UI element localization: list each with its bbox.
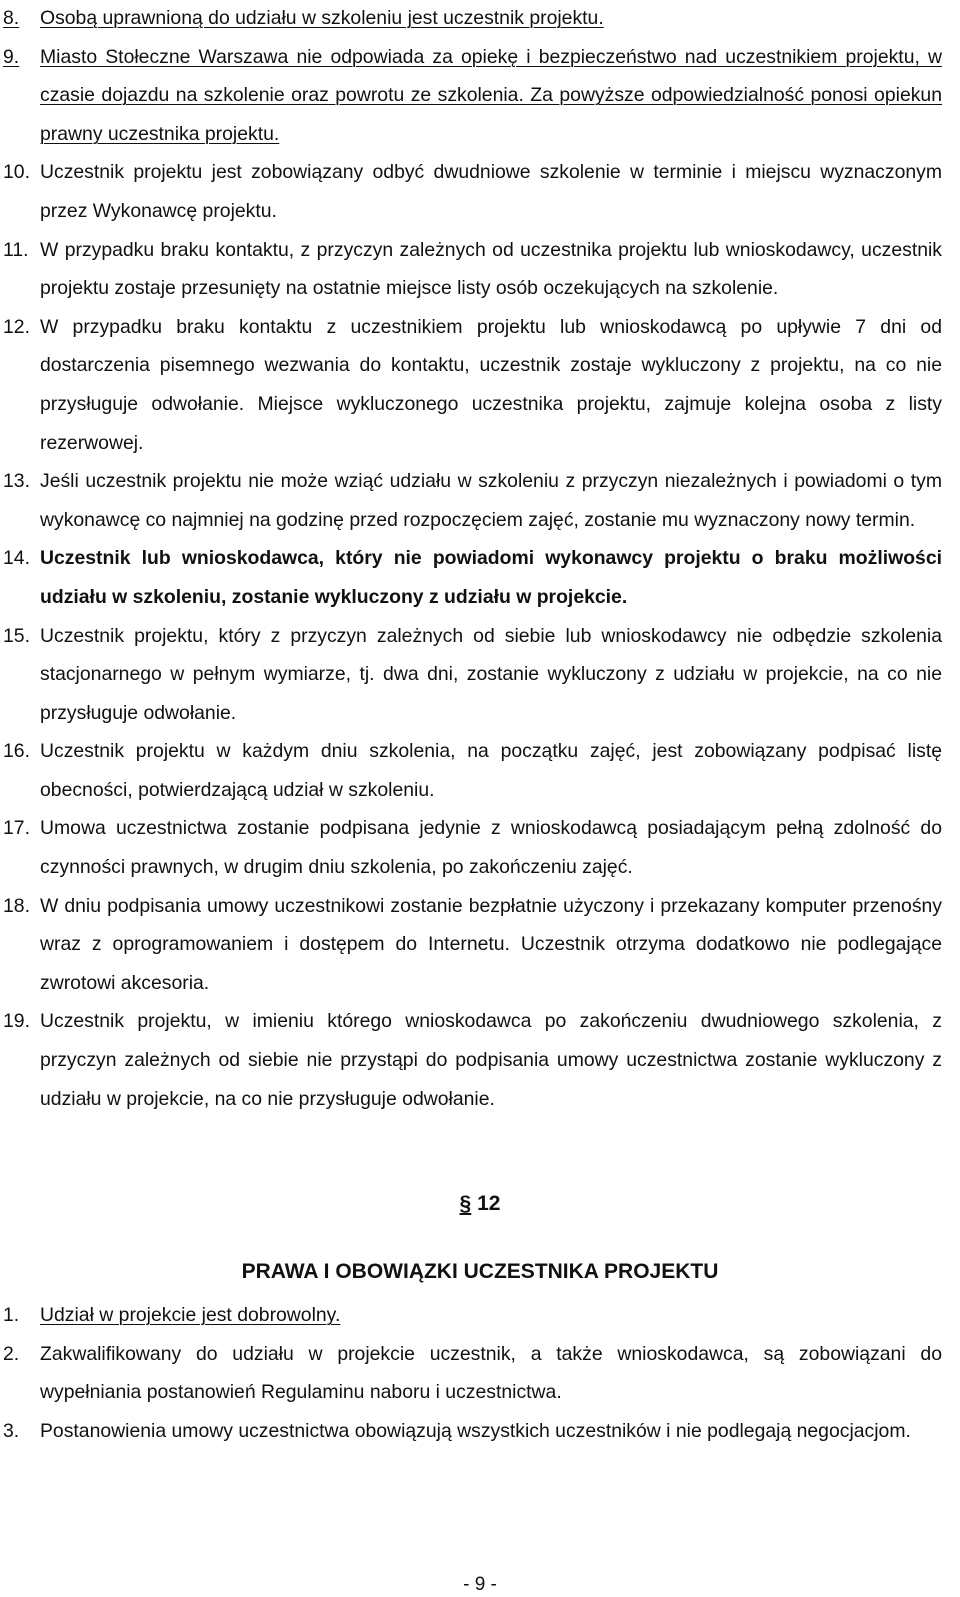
item-text: Uczestnik projektu, w imieniu którego wnioskodawca po zakończeniu dwudniowego szkolenia, z przyczyn zależnych od siebie nie przystąpi do podpisania umowy uczestnictwa zostanie wykluczony z udziału w projekcie, na co nie przysługuje odwołanie. [40, 1010, 942, 1110]
list-item [0, 539, 960, 616]
item-text: Umowa uczestnictwa zostanie podpisana jedynie z wnioskodawcą posiadającym pełną zdolność do czynności prawnych, w drugim dniu szkolenia, po zakończeniu zajęć. [40, 817, 942, 879]
item-text: Uczestnik projektu w każdym dniu szkolenia, na początku zajęć, jest zobowiązany podpisać listę obecności, potwierdzającą udział w szkoleniu. [40, 740, 942, 801]
item-number: 18. [3, 894, 30, 917]
section-title: PRAWA I OBOWIĄZKI UCZESTNIKA PROJEKTU [241, 1260, 719, 1283]
item-text: Uczestnik projektu, który z przyczyn zależnych od siebie lub wnioskodawcy nie odbędzie szkolenia stacjonarnego w pełnym wymiarze, tj. dwa dni, zostanie wykluczony z udziału w projekcie, na co nie przysługuje odwołanie. [40, 624, 942, 724]
item-text: W przypadku braku kontaktu z uczestnikiem projektu lub wnioskodawcą po upływie 7 dni od dostarczenia pisemnego wezwania do kontaktu, uczestnik zostaje wykluczony z projektu, na co nie przysługuje odwołanie. Miejsce wykluczonego uczestnika projektu, zajmuje kolejna osoba z listy rezerwowej. [40, 315, 942, 454]
item-text: Udział w projekcie jest dobrowolny. [40, 1304, 341, 1326]
item-number: 9. [3, 45, 20, 68]
section-number-value: 12 [477, 1192, 501, 1215]
item-text: Zakwalifikowany do udziału w projekcie uczestnik, a także wnioskodawca, są zobowiązani do wypełniania postanowień Regulaminu naboru i uczestnictwa. [40, 1342, 942, 1404]
list-item [0, 1412, 960, 1451]
section-number [0, 1188, 960, 1220]
item-number: 15. [3, 624, 30, 647]
item-number: 16. [3, 740, 30, 763]
item-text: Miasto Stołeczne Warszawa nie odpowiada za opiekę i bezpieczeństwo nad uczestnikiem projektu, w czasie dojazdu na szkolenie oraz powrotu ze szkolenia. Za powyższe odpowiedzialność ponosi opiekun prawny uczestnika projektu. [40, 45, 942, 145]
item-number: 12. [3, 315, 30, 338]
item-text: W dniu podpisania umowy uczestnikowi zostanie bezpłatnie użyczony i przekazany komputer przenośny wraz z oprogramowaniem i dostępem do Internetu. Uczestnik otrzyma dodatkowo nie podlegające zwrotowi akcesoria. [40, 894, 942, 994]
item-number: 3. [3, 1419, 20, 1442]
list-item [0, 462, 960, 539]
item-number: 19. [3, 1010, 30, 1033]
item-text: Osobą uprawnioną do udziału w szkoleniu jest uczestnik projektu. [40, 7, 604, 29]
list-item [0, 887, 960, 1003]
list-item [0, 0, 960, 38]
item-text: Uczestnik projektu jest zobowiązany odbyć dwudniowe szkolenie w terminie i miejscu wyznaczonym przez Wykonawcę projektu. [40, 161, 942, 222]
item-number: 8. [3, 7, 20, 29]
list-item [0, 732, 960, 809]
list-item [0, 617, 960, 733]
list-item [0, 231, 960, 308]
item-text: Uczestnik lub wnioskodawca, który nie powiadomi wykonawcy projektu o braku możliwości udziału w szkoleniu, zostanie wykluczony z udziału w projekcie. [40, 547, 942, 608]
page-number: - 9 - [463, 1574, 497, 1595]
list-item [0, 809, 960, 886]
list-item [0, 153, 960, 230]
item-number: 11. [3, 238, 29, 261]
paragraph-sign: § [459, 1192, 472, 1215]
list-item [0, 1296, 960, 1335]
item-number: 1. [3, 1304, 20, 1326]
list-item [0, 38, 960, 154]
item-text: Postanowienia umowy uczestnictwa obowiązują wszystkich uczestników i nie podlegają negocjacjom. [40, 1419, 911, 1442]
item-number: 17. [3, 817, 30, 840]
item-number: 13. [3, 470, 30, 493]
item-text: W przypadku braku kontaktu, z przyczyn zależnych od uczestnika projektu lub wnioskodawcy, uczestnik projektu zostaje przesunięty na ostatnie miejsce listy osób oczekujących na szkolenie. [40, 238, 942, 300]
list-item [0, 308, 960, 462]
item-number: 10. [3, 161, 30, 184]
list-item [0, 1335, 960, 1412]
regulation-list-part-2 [0, 1296, 960, 1450]
list-item [0, 1002, 960, 1118]
item-number: 14. [3, 547, 30, 570]
item-text: Jeśli uczestnik projektu nie może wziąć udziału w szkoleniu z przyczyn niezależnych i powiadomi o tym wykonawcę co najmniej na godzinę przed rozpoczęciem zajęć, zostanie mu wyznaczony nowy termin. [40, 470, 942, 531]
item-number: 2. [3, 1342, 20, 1365]
